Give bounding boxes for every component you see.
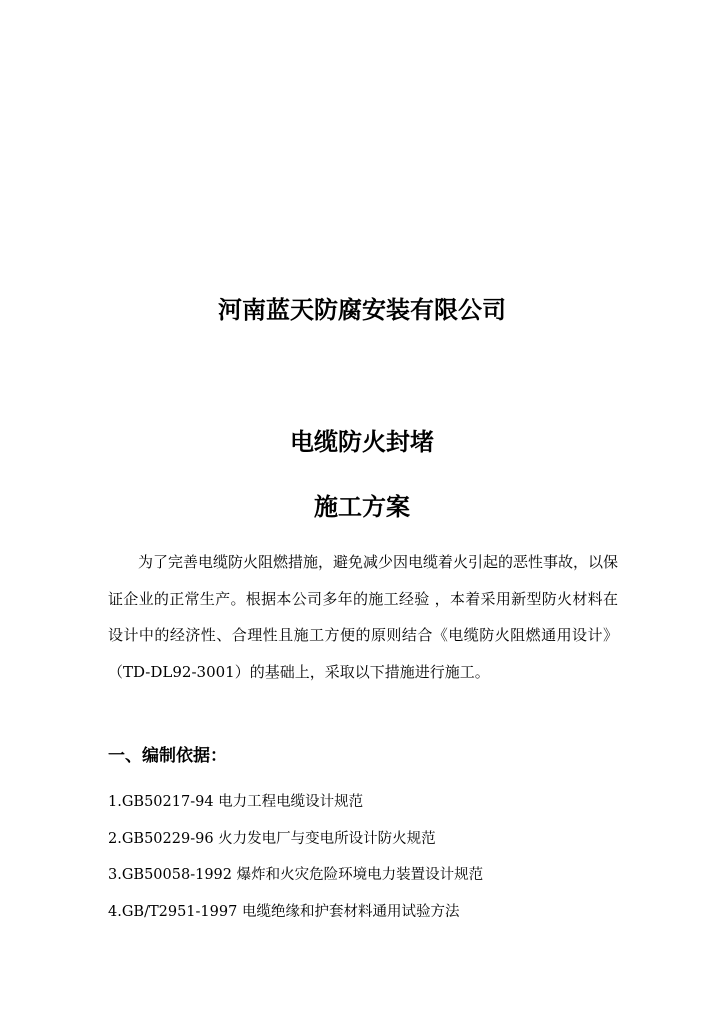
document-title-line1: 电缆防火封堵	[290, 428, 434, 456]
reference-item: 2.GB50229-96 火力发电厂与变电所设计防火规范	[108, 830, 436, 847]
company-name: 河南蓝天防腐安装有限公司	[218, 296, 506, 324]
reference-item: 3.GB50058-1992 爆炸和火灾危险环境电力装置设计规范	[108, 867, 484, 883]
reference-item: 1.GB50217-94 电力工程电缆设计规范	[108, 794, 364, 810]
reference-item: 4.GB/T2951-1997 电缆绝缘和护套材料通用试验方法	[108, 903, 460, 920]
document-title-line2: 施工方案	[314, 493, 410, 521]
reference-list	[108, 788, 483, 934]
section-heading-basis: 一、编制依据：	[108, 746, 227, 766]
intro-paragraph: 为了完善电缆防火阻燃措施，避免减少因电缆着火引起的恶性事故，以保证企业的正常生产。根据本公司多年的施工经验 ，本着采用新型防火材料在设计中的经济性、合理性且施工方便的原则结合《电缆防火阻燃通用设计》（TD-DL92-3001）的基础上，采取以下措施进行施工。	[108, 553, 619, 681]
